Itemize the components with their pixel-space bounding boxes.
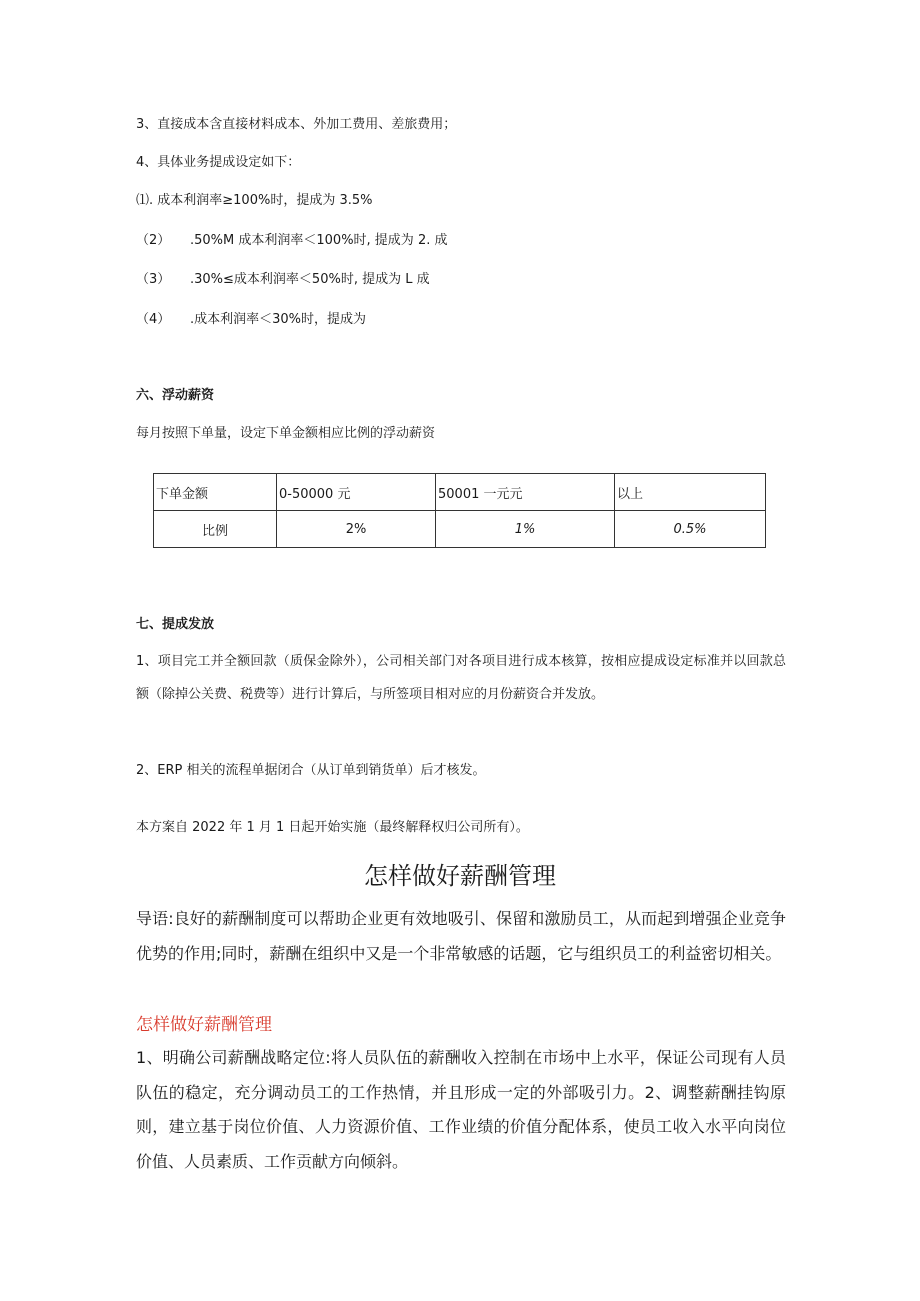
table-cell: 0.5% (615, 511, 766, 548)
table-cell: 下单金额 (154, 474, 277, 511)
item-3: 3、直接成本含直接材料成本、外加工费用、差旅费用； (136, 117, 457, 132)
sub-item-3-text: .30%≤成本利润率＜50%时, 提成为 L 成 (190, 272, 430, 287)
section-6-heading: 六、浮动薪资 (136, 388, 215, 403)
sub-item-4-text: .成本利润率＜30%时，提成为 (190, 312, 367, 327)
section-7-heading: 七、提成发放 (136, 617, 215, 632)
sub-item-1: ⑴. 成本利润率≥100%时，提成为 3.5% (136, 193, 373, 208)
section-6-intro: 每月按照下单量，设定下单金额相应比例的浮动薪资 (136, 426, 436, 441)
table-row (154, 474, 766, 511)
sub-item-2-text: .50%M 成本利润率＜100%时, 提成为 2. 成 (190, 233, 448, 248)
effective-date-note: 本方案自 2022 年 1 月 1 日起开始实施（最终解释权归公司所有）。 (136, 820, 529, 835)
article-intro: 导语:良好的薪酬制度可以帮助企业更有效地吸引、保留和激励员工，从而起到增强企业竞争优势的作用;同时，薪酬在组织中又是一个非常敏感的话题，它与组织员工的利益密切相关。 (136, 909, 786, 963)
sub-item-4-number: （4） (136, 312, 171, 327)
article-body: 1、明确公司薪酬战略定位:将人员队伍的薪酬收入控制在市场中上水平，保证公司现有人员队伍的稳定，充分调动员工的工作热情，并且形成一定的外部吸引力。2、调整薪酬挂钩原则，建立基于岗位价值、人力资源价值、工作业绩的价值分配体系，使员工收入水平向岗位价值、人员素质、工作贡献方向倾斜。 (136, 1048, 786, 1171)
section-7-paragraph-1: 1、项目完工并全额回款（质保金除外），公司相关部门对各项目进行成本核算，按相应提成设定标准并以回款总额（除掉公关费、税费等）进行计算后，与所签项目相对应的月份薪资合并发放。 (136, 654, 786, 702)
table-row (154, 511, 766, 548)
article-title: 怎样做好薪酬管理 (364, 862, 556, 890)
commission-rate-table (153, 473, 766, 548)
table-cell: 1% (436, 511, 615, 548)
item-4: 4、具体业务提成设定如下： (136, 155, 301, 170)
table-cell: 2% (277, 511, 436, 548)
table-cell: 比例 (154, 511, 277, 548)
sub-item-3-number: （3） (136, 272, 171, 287)
table-cell: 以上 (615, 474, 766, 511)
sub-item-2-number: （2） (136, 233, 171, 248)
table-cell: 50001 一元元 (436, 474, 615, 511)
table-cell: 0-50000 元 (277, 474, 436, 511)
article-red-subtitle: 怎样做好薪酬管理 (136, 1015, 272, 1035)
section-7-paragraph-2: 2、ERP 相关的流程单据闭合（从订单到销货单）后才核发。 (136, 763, 486, 778)
